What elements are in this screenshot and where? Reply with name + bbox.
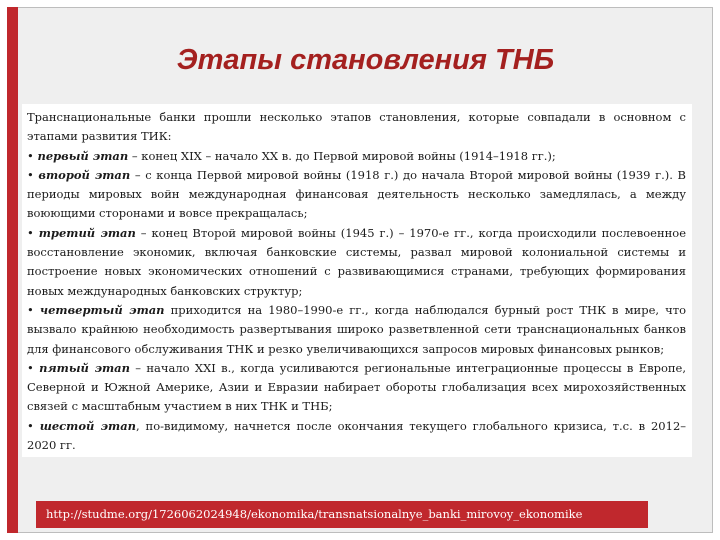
stage-text: , по-видимому, начнется после окончания текущего глобального кризиса, т.с. в 2012–2020 гг. [27, 418, 687, 453]
stage-item-3 [27, 224, 686, 301]
stage-item-6 [27, 417, 686, 456]
stage-name: четвертый этап [39, 302, 165, 317]
stage-name: второй этап [38, 167, 131, 182]
stage-text: – с конца Первой мировой войны (1918 г.) до начала Второй мировой войны (1939 г.). В периоды мировых войн международная финансовая деятельность несколько замедлялась, а между воюющими сторонами и вовсе прекращалась; [27, 167, 687, 221]
stage-text: – конец XIX – начало XX в. до Первой мировой войны (1914–1918 гг.); [128, 148, 556, 163]
stage-name: третий этап [38, 225, 136, 240]
stage-name: пятый этап [39, 360, 130, 375]
stage-item-2 [27, 166, 686, 224]
left-accent-bar [7, 7, 18, 533]
stage-name: шестой этап [39, 418, 137, 433]
bullet: • [27, 167, 34, 182]
content-box [22, 104, 692, 457]
stage-item-4 [27, 301, 686, 359]
stage-text: приходится на 1980–1990-е гг., когда наблюдался бурный рост ТНК в мире, что вызвало крайнюю необходимость развертывания широко разветвленной сети транснациональных банков для финансового обслуживания ТНК и резко увеличивающихся запросов мировых финансовых рынков; [27, 302, 686, 356]
bullet: • [27, 418, 34, 433]
stage-text: – конец Второй мировой войны (1945 г.) – 1970-е гг., когда происходили послевоенное восстановление экономик, включая банковские системы, развал мировой колониальной системы и построение новых экономических отношений с развивающимися странами, требующих формирования новых международных банковских структур; [27, 225, 687, 298]
stage-text: – начало XXI в., когда усиливаются региональные интеграционные процессы в Европе, Северной и Южной Америке, Азии и Евразии набирает обороты глобализация всех мирохозяйственных связей с масштабным участием в них ТНК и ТНБ; [27, 360, 687, 414]
stage-item-5 [27, 359, 686, 417]
bullet: • [27, 360, 34, 375]
stage-item-1 [27, 147, 686, 166]
bullet: • [27, 225, 34, 240]
source-link[interactable]: http://studme.org/1726062024948/ekonomika/transnatsionalnye_banki_mirovoy_ekonomike [46, 507, 583, 521]
bullet: • [27, 148, 34, 163]
intro-text: Транснациональные банки прошли несколько этапов становления, которые совпадали в основном с этапами развития ТИК: [27, 110, 686, 144]
slide-title: Этапы становления ТНБ [176, 44, 555, 76]
stage-name: первый этап [37, 148, 129, 163]
bullet: • [27, 302, 34, 317]
